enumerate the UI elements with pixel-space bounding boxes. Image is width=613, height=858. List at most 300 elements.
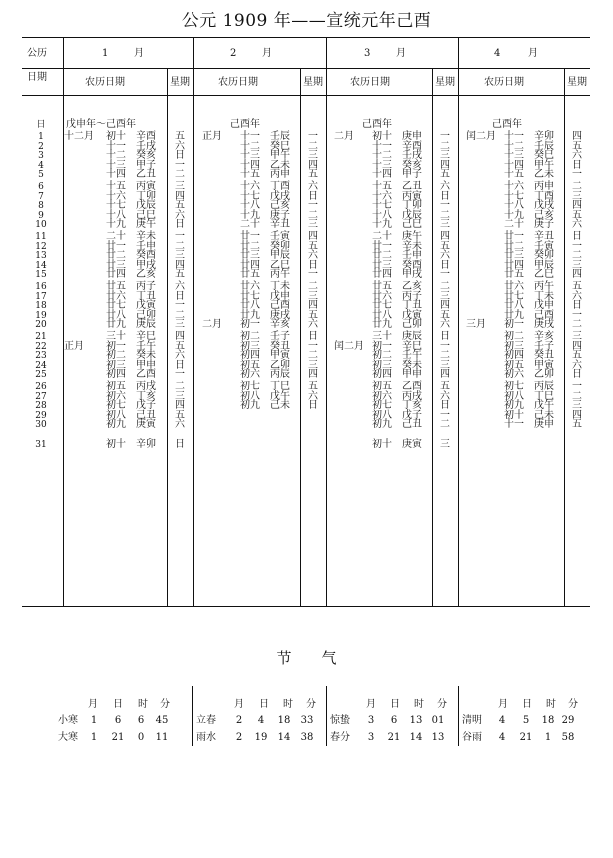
ganzhi: 壬戌 <box>136 140 156 152</box>
lunar-day: 初五 <box>106 381 126 392</box>
solar-term-value: 29 <box>561 715 575 726</box>
lunar-day: 初十 <box>106 131 126 142</box>
solar-terms-title: 节 气 <box>276 649 337 667</box>
lunar-day: 十五 <box>106 181 126 192</box>
solar-term-col-header: 分 <box>306 699 316 710</box>
ganzhi: 丙申 <box>534 181 554 192</box>
weekday: 二 <box>175 381 185 392</box>
weekday: 五 <box>440 309 450 321</box>
lunar-day: 初六 <box>106 390 126 402</box>
weekday: 日 <box>308 331 318 342</box>
lunar-day: 十六 <box>106 190 126 202</box>
lunar-day: 十六 <box>240 181 260 192</box>
weekday: 日 <box>308 259 318 271</box>
weekday: 五 <box>308 381 318 392</box>
ganzhi: 壬午 <box>136 340 156 352</box>
lunar-day: 廿六 <box>372 290 392 302</box>
lunar-day: 初二 <box>372 350 392 361</box>
day-number: 15 <box>35 270 47 280</box>
lunar-month-label: 正月 <box>64 340 84 352</box>
ganzhi: 辛亥 <box>270 319 290 330</box>
solar-term-value: 33 <box>300 715 314 726</box>
lunar-day: 十二 <box>240 140 260 152</box>
lunar-day: 十八 <box>372 209 392 221</box>
ganzhi: 丙午 <box>270 269 290 280</box>
weekday: 二 <box>308 209 318 221</box>
lunar-day: 初五 <box>504 359 524 371</box>
weekday: 五 <box>175 200 185 211</box>
lunar-day: 廿一 <box>106 240 126 252</box>
header-month-number: 4 <box>494 48 501 59</box>
ganzhi: 甲辰 <box>270 250 290 261</box>
month-divider <box>458 37 459 607</box>
ganzhi: 丁酉 <box>270 181 290 192</box>
ganzhi: 丁亥 <box>402 400 422 411</box>
lunar-day: 十七 <box>106 200 126 211</box>
day-number: 11 <box>35 232 47 242</box>
lunar-day: 初三 <box>504 340 524 352</box>
weekday: 五 <box>440 381 450 392</box>
lunar-day: 初三 <box>372 359 392 371</box>
ganzhi: 癸丑 <box>534 350 554 361</box>
week-divider <box>432 68 433 607</box>
solar-term-value: 2 <box>235 732 243 743</box>
ganzhi: 庚戌 <box>270 309 290 321</box>
ganzhi: 丙申 <box>270 169 290 180</box>
ganzhi: 己巳 <box>136 209 156 221</box>
ganzhi: 辛巳 <box>136 331 156 342</box>
day-number: 28 <box>35 401 47 411</box>
weekday: 二 <box>440 209 450 221</box>
ganzhi: 丁卯 <box>402 200 422 211</box>
lunar-day: 十九 <box>504 209 524 221</box>
calendar-table <box>22 37 590 607</box>
weekday: 六 <box>175 140 185 152</box>
weekday: 六 <box>175 281 185 292</box>
ganzhi: 庚子 <box>534 219 554 230</box>
lunar-day: 廿三 <box>504 250 524 261</box>
ganzhi: 辛巳 <box>402 340 422 352</box>
lunar-year-label: 戊申年～己酉年 <box>66 119 136 130</box>
solar-term-col-header: 日 <box>390 699 400 710</box>
month-divider <box>326 37 327 607</box>
solar-term-value: 5 <box>522 715 530 726</box>
weekday: 四 <box>440 369 450 380</box>
weekday: 三 <box>440 150 450 161</box>
solar-term-name: 春分 <box>330 732 350 743</box>
solar-term-col-header: 时 <box>283 699 293 710</box>
weekday: 三 <box>440 439 450 450</box>
weekday: 三 <box>572 259 582 271</box>
ganzhi: 甲午 <box>534 159 554 171</box>
lunar-day: 初四 <box>372 369 392 380</box>
solar-term-value: 4 <box>498 732 506 743</box>
weekday: 六 <box>440 390 450 402</box>
lunar-day: 廿六 <box>106 290 126 302</box>
solar-term-value: 1 <box>90 715 98 726</box>
day-number: 4 <box>38 160 44 171</box>
lunar-day: 初六 <box>372 390 392 402</box>
ganzhi: 乙丑 <box>402 181 422 192</box>
ganzhi: 癸酉 <box>136 250 156 261</box>
ganzhi: 辛酉 <box>402 140 422 152</box>
header-xingqi: 星期 <box>435 77 455 88</box>
weekday: 日 <box>175 359 185 371</box>
weekday: 日 <box>440 331 450 342</box>
ganzhi: 乙亥 <box>402 281 422 292</box>
solar-term-divider <box>326 686 327 746</box>
lunar-day: 十四 <box>372 169 392 180</box>
header-nongli: 农历日期 <box>350 77 390 88</box>
lunar-day: 二十 <box>372 231 392 242</box>
weekday: 一 <box>440 409 450 421</box>
weekday: 一 <box>308 269 318 280</box>
day-number: 18 <box>35 301 47 311</box>
solar-term-value: 19 <box>254 732 268 743</box>
lunar-month-label: 二月 <box>334 131 354 142</box>
ganzhi: 壬午 <box>402 350 422 361</box>
weekday: 五 <box>572 419 582 430</box>
weekday: 二 <box>175 240 185 252</box>
weekday: 六 <box>572 359 582 371</box>
col-divider <box>63 37 64 607</box>
day-number: 17 <box>35 291 47 302</box>
lunar-day: 十三 <box>372 159 392 171</box>
ganzhi: 丙辰 <box>534 381 554 392</box>
ganzhi: 甲寅 <box>270 350 290 361</box>
solar-term-value: 4 <box>498 715 506 726</box>
solar-term-name: 惊蛰 <box>330 715 350 726</box>
ganzhi: 丁卯 <box>136 190 156 202</box>
weekday: 日 <box>175 219 185 230</box>
ganzhi: 戊午 <box>270 390 290 402</box>
header-month-number: 2 <box>230 48 237 59</box>
solar-term-value: 3 <box>367 732 375 743</box>
solar-term-value: 11 <box>155 732 169 743</box>
solar-term-value: 6 <box>137 715 145 726</box>
day-number: 14 <box>35 260 47 271</box>
weekday: 一 <box>440 269 450 280</box>
ganzhi: 戊申 <box>270 290 290 302</box>
lunar-day: 初四 <box>240 350 260 361</box>
lunar-day: 三十 <box>372 331 392 342</box>
weekday: 四 <box>308 231 318 242</box>
lunar-day: 廿九 <box>240 309 260 321</box>
lunar-month-label: 二月 <box>202 319 222 330</box>
header-nongli: 农历日期 <box>484 77 524 88</box>
solar-term-value: 18 <box>541 715 555 726</box>
ganzhi: 壬辰 <box>270 131 290 142</box>
ganzhi: 己丑 <box>136 409 156 421</box>
solar-term-value: 38 <box>300 732 314 743</box>
ganzhi: 丁丑 <box>402 300 422 311</box>
ganzhi: 庚申 <box>402 131 422 142</box>
weekday: 三 <box>308 359 318 371</box>
ganzhi: 乙未 <box>270 159 290 171</box>
weekday: 五 <box>175 269 185 280</box>
weekday: 四 <box>308 159 318 171</box>
weekday: 三 <box>308 290 318 302</box>
weekday: 二 <box>175 309 185 321</box>
weekday: 二 <box>175 169 185 180</box>
ganzhi: 壬辰 <box>534 140 554 152</box>
lunar-month-label: 闰二月 <box>334 340 364 352</box>
weekday: 五 <box>308 309 318 321</box>
lunar-day: 十九 <box>240 209 260 221</box>
lunar-day: 十八 <box>504 200 524 211</box>
day-number: 20 <box>35 320 47 330</box>
day-number: 19 <box>35 310 47 321</box>
ganzhi: 乙酉 <box>402 381 422 392</box>
weekday: 五 <box>175 340 185 352</box>
lunar-day: 廿二 <box>240 240 260 252</box>
ganzhi: 庚寅 <box>402 439 422 450</box>
solar-term-value: 1 <box>90 732 98 743</box>
lunar-day: 初二 <box>504 331 524 342</box>
ganzhi: 癸未 <box>136 350 156 361</box>
day-number: 31 <box>35 440 47 450</box>
ganzhi: 乙未 <box>534 169 554 180</box>
lunar-day: 初九 <box>106 419 126 430</box>
ganzhi: 己未 <box>534 409 554 421</box>
ganzhi: 壬寅 <box>270 231 290 242</box>
solar-term-value: 3 <box>367 715 375 726</box>
page-title: 公元 1909 年——宣统元年己酉 <box>181 11 432 31</box>
ganzhi: 癸酉 <box>402 259 422 271</box>
header-xingqi: 星期 <box>170 77 190 88</box>
weekday: 三 <box>572 331 582 342</box>
lunar-day: 十一 <box>504 419 524 430</box>
day-number: 25 <box>35 370 47 380</box>
weekday: 日 <box>572 300 582 311</box>
weekday: 三 <box>175 319 185 330</box>
weekday: 日 <box>572 231 582 242</box>
weekday: 六 <box>308 319 318 330</box>
lunar-day: 初九 <box>504 400 524 411</box>
ganzhi: 庚辰 <box>136 319 156 330</box>
solar-term-value: 1 <box>544 732 552 743</box>
weekday: 六 <box>572 290 582 302</box>
lunar-day: 廿七 <box>240 290 260 302</box>
ganzhi: 癸巳 <box>270 140 290 152</box>
solar-term-divider <box>192 686 193 746</box>
solar-term-col-header: 日 <box>113 699 123 710</box>
solar-term-col-header: 分 <box>437 699 447 710</box>
ganzhi: 甲子 <box>402 169 422 180</box>
solar-term-value: 6 <box>390 715 398 726</box>
weekday: 六 <box>572 150 582 161</box>
header-mid-rule <box>22 68 590 69</box>
weekday: 一 <box>440 131 450 142</box>
weekday: 一 <box>175 300 185 311</box>
weekday: 日 <box>572 159 582 171</box>
lunar-day: 初七 <box>504 381 524 392</box>
lunar-day: 十四 <box>504 159 524 171</box>
weekday: 一 <box>308 200 318 211</box>
weekday: 五 <box>572 281 582 292</box>
lunar-day: 初五 <box>372 381 392 392</box>
solar-term-col-header: 时 <box>138 699 148 710</box>
header-xingqi: 星期 <box>303 77 323 88</box>
lunar-day: 廿四 <box>372 269 392 280</box>
ganzhi: 丁丑 <box>136 290 156 302</box>
ganzhi: 癸未 <box>402 359 422 371</box>
lunar-day: 初四 <box>106 369 126 380</box>
lunar-day: 十九 <box>372 219 392 230</box>
ganzhi: 辛卯 <box>534 131 554 142</box>
weekday: 六 <box>440 319 450 330</box>
weekday: 四 <box>572 340 582 352</box>
ganzhi: 丁未 <box>534 290 554 302</box>
weekday: 日 <box>440 190 450 202</box>
ganzhi: 癸亥 <box>136 150 156 161</box>
solar-term-value: 14 <box>277 732 291 743</box>
lunar-year-label: 己酉年 <box>230 119 260 130</box>
weekday: 四 <box>308 369 318 380</box>
lunar-day: 十三 <box>106 159 126 171</box>
ganzhi: 壬寅 <box>534 240 554 252</box>
lunar-day: 初一 <box>106 340 126 352</box>
ganzhi: 辛酉 <box>136 131 156 142</box>
weekday: 三 <box>175 390 185 402</box>
day-number: 5 <box>38 170 44 180</box>
weekday: 一 <box>175 231 185 242</box>
lunar-day: 初九 <box>240 400 260 411</box>
ganzhi: 己酉 <box>270 300 290 311</box>
solar-term-col-header: 日 <box>522 699 532 710</box>
weekday: 四 <box>440 300 450 311</box>
weekday: 三 <box>440 219 450 230</box>
lunar-day: 廿五 <box>106 281 126 292</box>
day-number: 21 <box>35 332 47 342</box>
ganzhi: 己亥 <box>270 200 290 211</box>
header-nongli: 农历日期 <box>218 77 258 88</box>
header-month-label: 月 <box>262 48 272 59</box>
weekday: 一 <box>440 200 450 211</box>
lunar-day: 十一 <box>240 131 260 142</box>
weekday: 三 <box>572 190 582 202</box>
solar-term-col-header: 月 <box>366 699 376 710</box>
lunar-month-label: 十二月 <box>64 131 94 142</box>
ganzhi: 丁巳 <box>534 390 554 402</box>
ganzhi: 己丑 <box>402 419 422 430</box>
weekday: 六 <box>175 350 185 361</box>
ganzhi: 癸亥 <box>402 159 422 171</box>
lunar-day: 初一 <box>504 319 524 330</box>
ganzhi: 丁酉 <box>534 190 554 202</box>
ganzhi: 辛丑 <box>270 219 290 230</box>
lunar-day: 廿八 <box>372 309 392 321</box>
weekday: 六 <box>175 209 185 221</box>
ganzhi: 己卯 <box>402 319 422 330</box>
header-nongli: 农历日期 <box>85 77 125 88</box>
lunar-day: 初一 <box>372 340 392 352</box>
lunar-day: 二十 <box>240 219 260 230</box>
ganzhi: 庚申 <box>534 419 554 430</box>
ganzhi: 己卯 <box>136 309 156 321</box>
header-month-number: 1 <box>102 48 109 59</box>
ganzhi: 癸卯 <box>270 240 290 252</box>
ganzhi: 戊申 <box>534 300 554 311</box>
lunar-day: 廿九 <box>504 309 524 321</box>
lunar-day: 初八 <box>504 390 524 402</box>
day-number: 7 <box>38 191 44 202</box>
lunar-day: 廿二 <box>106 250 126 261</box>
weekday: 一 <box>572 381 582 392</box>
solar-term-name: 清明 <box>462 715 482 726</box>
lunar-day: 廿六 <box>504 281 524 292</box>
weekday: 一 <box>572 309 582 321</box>
lunar-month-label: 三月 <box>466 319 486 330</box>
weekday: 三 <box>175 181 185 192</box>
solar-term-col-header: 月 <box>498 699 508 710</box>
ganzhi: 戊寅 <box>402 309 422 321</box>
day-number: 9 <box>38 210 44 221</box>
ganzhi: 戊午 <box>534 400 554 411</box>
ganzhi: 甲寅 <box>534 359 554 371</box>
lunar-day: 廿一 <box>372 240 392 252</box>
weekday: 六 <box>308 390 318 402</box>
lunar-day: 初五 <box>240 359 260 371</box>
ganzhi: 戊戌 <box>270 190 290 202</box>
weekday: 四 <box>175 400 185 411</box>
lunar-day: 初三 <box>106 359 126 371</box>
lunar-day: 廿四 <box>504 259 524 271</box>
lunar-day: 十三 <box>504 150 524 161</box>
ganzhi: 丙子 <box>402 290 422 302</box>
lunar-day: 初一 <box>240 319 260 330</box>
ganzhi: 辛亥 <box>534 331 554 342</box>
lunar-month-label: 正月 <box>202 131 222 142</box>
header-xingqi: 星期 <box>567 77 587 88</box>
weekday: 三 <box>572 400 582 411</box>
weekday: 五 <box>440 240 450 252</box>
lunar-day: 廿五 <box>504 269 524 280</box>
ganzhi: 乙卯 <box>270 359 290 371</box>
lunar-day: 初七 <box>106 400 126 411</box>
weekday: 日 <box>308 400 318 411</box>
weekday: 四 <box>440 231 450 242</box>
ganzhi: 壬子 <box>534 340 554 352</box>
weekday: 二 <box>308 350 318 361</box>
lunar-day: 初二 <box>240 331 260 342</box>
weekday: 五 <box>572 140 582 152</box>
ganzhi: 庚午 <box>136 219 156 230</box>
weekday: 五 <box>175 131 185 142</box>
solar-term-value: 21 <box>519 732 533 743</box>
ganzhi: 乙丑 <box>136 169 156 180</box>
solar-term-value: 13 <box>431 732 445 743</box>
weekday: 二 <box>440 281 450 292</box>
top-rule <box>22 37 590 38</box>
weekday: 一 <box>572 169 582 180</box>
ganzhi: 辛未 <box>402 240 422 252</box>
lunar-year-label: 己酉年 <box>492 119 522 130</box>
lunar-day: 三十 <box>106 331 126 342</box>
weekday: 二 <box>308 140 318 152</box>
day-number: 8 <box>38 201 44 211</box>
ganzhi: 己酉 <box>534 309 554 321</box>
ganzhi: 戊子 <box>136 400 156 411</box>
week-divider <box>564 68 565 607</box>
weekday: 四 <box>175 259 185 271</box>
ganzhi: 戊辰 <box>402 209 422 221</box>
day-number: 13 <box>35 251 47 261</box>
lunar-day: 十五 <box>240 169 260 180</box>
ganzhi: 丙辰 <box>270 369 290 380</box>
ganzhi: 癸丑 <box>270 340 290 352</box>
ganzhi: 庚午 <box>402 231 422 242</box>
